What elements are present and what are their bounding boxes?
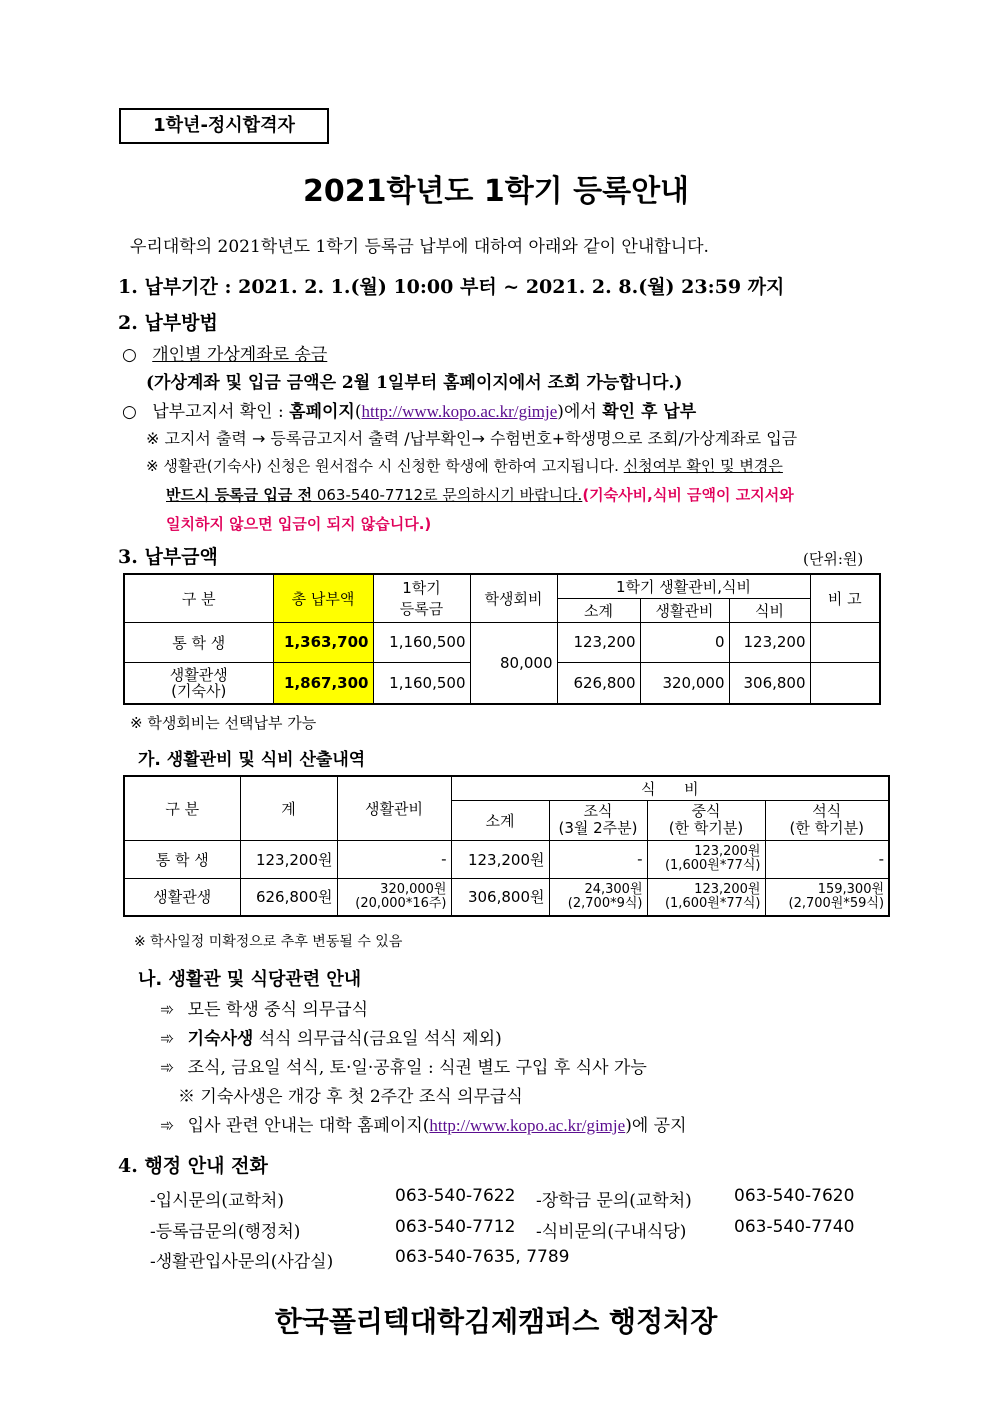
th-tuition-2: 등록금 [399,600,444,619]
th-council: 학생회비 [470,574,557,622]
th-note: 비 고 [810,574,880,622]
table1-note: ※ 학생회비는 선택납부 가능 [130,714,317,732]
dorm-info-item-3 [160,1053,647,1078]
table-row [124,878,889,916]
dorm-info-item-1-text: 모든 학생 중식 의무급식 [187,1000,369,1020]
row2-commuter: 통 학 생 [124,840,240,878]
arrow-bullet-icon: ➾ [160,1000,175,1020]
c2-dorm-lunch [647,878,765,916]
method-item-2-text-a: 납부고지서 확인 : [152,402,290,422]
method-item-1 [122,340,327,365]
dorm-info-item-2 [160,1024,502,1049]
dorm-subtotal: 626,800 [557,662,640,704]
c2-commuter-dorm: - [337,840,451,878]
issuer-signature: 한국폴리텍대학김제캠퍼스 행정처장 [274,1305,718,1338]
c2-commuter-lunch-1: 123,200원 [694,844,761,859]
dorm-meal: 306,800 [729,662,810,704]
c2-dorm-dinner [765,878,889,916]
note-invoice-print: ※ 고지서 출력 → 등록금고지서 출력 /납부확인→ 수험번호+학생명으로 조회/가상계좌로 입금 [146,429,798,448]
note-warning-red: (기숙사비,식비 금액이 고지서와 [582,486,794,504]
table-row [124,622,880,662]
th-tuition [373,574,470,622]
c2-dorm-lunch-1: 123,200원 [694,881,761,897]
method-item-2: ○ 납부고지서 확인 : 홈페이지(http://www.kopo.ac.kr/gimje)에서 확인 후 납부 [122,402,697,422]
commuter-total: 1,363,700 [273,622,373,662]
c2-commuter-dinner: - [765,840,889,878]
commuter-tuition: 1,160,500 [373,622,470,662]
note-contact [166,484,794,505]
dorm-info-item-4-text: 입사 관련 안내는 대학 홈페이지( [187,1116,430,1136]
payment-table [123,573,881,705]
dorm-total: 1,867,300 [273,662,373,704]
th2-category: 구 분 [124,776,240,840]
dorm-info-item-2-bold: 기숙사생 [187,1029,254,1049]
c2-commuter-breakfast: - [549,840,647,878]
note-dorm-change: 신청여부 확인 및 변경은 [623,457,783,475]
th2-dorm: 생활관비 [337,776,451,840]
th2-breakfast-1: 조식 [583,802,613,820]
c2-commuter-lunch [647,840,765,878]
contact-scholarship-label: -장학금 문의(교학처) [536,1191,692,1211]
table-row [124,840,889,878]
method-item-2-text-b: 홈페이지 [289,402,355,422]
contact-dorm-label: -생활관입사문의(사감실) [150,1252,334,1272]
dorm-info-item-1 [160,995,368,1020]
th2-meal: 식 비 [451,776,889,800]
c2-commuter-sum: 123,200원 [240,840,337,878]
th2-subtotal: 소계 [451,800,549,840]
contact-meal-number: 063-540-7740 [734,1217,855,1237]
contact-tuition-number: 063-540-7712 [395,1217,516,1237]
th2-dinner [765,800,889,840]
dorm-info-item-4 [160,1111,687,1136]
c2-dorm-dorm [337,878,451,916]
th2-dinner-2: (한 학기분) [789,819,864,837]
c2-dorm-dorm-2: (20,000*16주) [355,895,447,911]
table2-note: ※ 학사일정 미확정으로 추후 변동될 수 있음 [134,934,403,950]
dorm-note [810,662,880,704]
th-subtotal: 소계 [557,598,640,622]
method-item-1-note: (가상계좌 및 입금 금액은 2월 1일부터 홈페이지에서 조회 가능합니다.) [146,373,683,393]
subsection-calc: 가. 생활관비 및 식비 산출내역 [138,750,366,770]
section-contacts: 4. 행정 안내 전화 [118,1155,268,1177]
category-badge: 1학년-정시합격자 [119,108,329,144]
payment-period: 1. 납부기간 : 2021. 2. 1.(월) 10:00 부터 ~ 2021. 2. 8.(월) 23:59 까지 [118,276,785,298]
row2-dorm: 생활관생 [124,878,240,916]
commuter-note [810,622,880,662]
note-dorm-text: ※ 생활관(기숙사) 신청은 원서접수 시 신청한 학생에 한하여 고지됩니다. [146,457,624,475]
circle-bullet-icon: ○ [122,402,137,422]
c2-dorm-breakfast-1: 24,300원 [584,881,643,897]
commuter-meal: 123,200 [729,622,810,662]
th2-breakfast [549,800,647,840]
dorm-tuition: 1,160,500 [373,662,470,704]
th-tuition-1: 1학기 [402,579,441,598]
arrow-bullet-icon: ➾ [160,1116,175,1136]
contact-meal-label: -식비문의(구내식당) [536,1222,687,1242]
section-payment-amount: 3. 납부금액 [118,546,218,568]
c2-commuter-lunch-2: (1,600원*77식) [664,858,761,873]
c2-dorm-breakfast [549,878,647,916]
row-dorm-student [124,662,273,704]
c2-dorm-dinner-1: 159,300원 [817,881,885,897]
circle-bullet-icon: ○ [122,345,137,365]
c2-dorm-breakfast-2: (2,700*9식) [567,895,643,911]
dorm-info-item-3-note: ※ 기숙사생은 개강 후 첫 2주간 조식 의무급식 [178,1087,523,1107]
contact-admissions-label: -입시문의(교학처) [150,1191,284,1211]
contact-admissions-number: 063-540-7622 [395,1186,516,1206]
th-total: 총 납부액 [273,574,373,622]
c2-dorm-lunch-2: (1,600원*77식) [664,895,761,911]
contact-tuition-label: -등록금문의(행정처) [150,1222,301,1242]
dorm-dorm-fee: 320,000 [640,662,729,704]
dorm-info-item-4-tail: )에 공지 [625,1116,687,1136]
th2-lunch [647,800,765,840]
c2-dorm-sum: 626,800원 [240,878,337,916]
page-title: 2021학년도 1학기 등록안내 [302,174,690,209]
calc-table [123,775,890,917]
th2-dinner-1: 석식 [812,802,842,820]
th2-breakfast-2: (3월 2주분) [558,819,638,837]
contact-scholarship-number: 063-540-7620 [734,1186,855,1206]
arrow-bullet-icon: ➾ [160,1029,175,1049]
intro-text: 우리대학의 2021학년도 1학기 등록금 납부에 대하여 아래와 같이 안내합니다. [130,237,709,257]
note-contact-phone: 063-540-7712로 문의하시기 바랍니다. [312,486,583,504]
section-payment-method: 2. 납부방법 [118,312,218,334]
method-item-1-text: 개인별 가상계좌로 송금 [152,345,328,365]
note-warning-red-2: 일치하지 않으면 입금이 되지 않습니다.) [166,515,432,533]
commuter-subtotal: 123,200 [557,622,640,662]
contact-dorm-number: 063-540-7635, 7789 [395,1247,570,1267]
dorm-info-item-2-text: 석식 의무급식(금요일 석식 제외) [253,1029,502,1049]
row-commuter: 통 학 생 [124,622,273,662]
subsection-dorm-info: 나. 생활관 및 식당관련 안내 [138,969,362,990]
c2-commuter-sub: 123,200원 [451,840,549,878]
homepage-link[interactable]: http://www.kopo.ac.kr/gimje [361,402,558,421]
dorm-student-label: 생활관생 [169,665,228,684]
c2-dorm-dorm-1: 320,000원 [380,881,447,897]
method-item-2-text-d: 확인 후 납부 [602,402,697,422]
dorm-info-item-3-text: 조식, 금요일 석식, 토·일·공휴일 : 식권 별도 구입 후 식사 가능 [187,1058,647,1078]
unit-label: (단위:원) [803,550,864,568]
th-living: 1학기 생활관비,식비 [557,574,810,598]
method-item-2-text-c: 에서 [563,402,603,422]
th-meal: 식비 [729,598,810,622]
th2-lunch-2: (한 학기분) [668,819,744,837]
council-fee: 80,000 [470,622,557,704]
th-category: 구 분 [124,574,273,622]
commuter-dorm: 0 [640,622,729,662]
arrow-bullet-icon: ➾ [160,1058,175,1078]
c2-dorm-sub: 306,800원 [451,878,549,916]
note-dorm [146,455,783,476]
dorm-student-sublabel: (기숙사) [171,681,227,700]
homepage-link-2[interactable]: http://www.kopo.ac.kr/gimje [429,1116,626,1135]
c2-dorm-dinner-2: (2,700원*59식) [788,895,885,911]
th2-lunch-1: 중식 [691,802,721,820]
th2-sum: 계 [240,776,337,840]
th-dorm: 생활관비 [640,598,729,622]
note-contact-must: 반드시 등록금 입금 전 [166,486,313,504]
